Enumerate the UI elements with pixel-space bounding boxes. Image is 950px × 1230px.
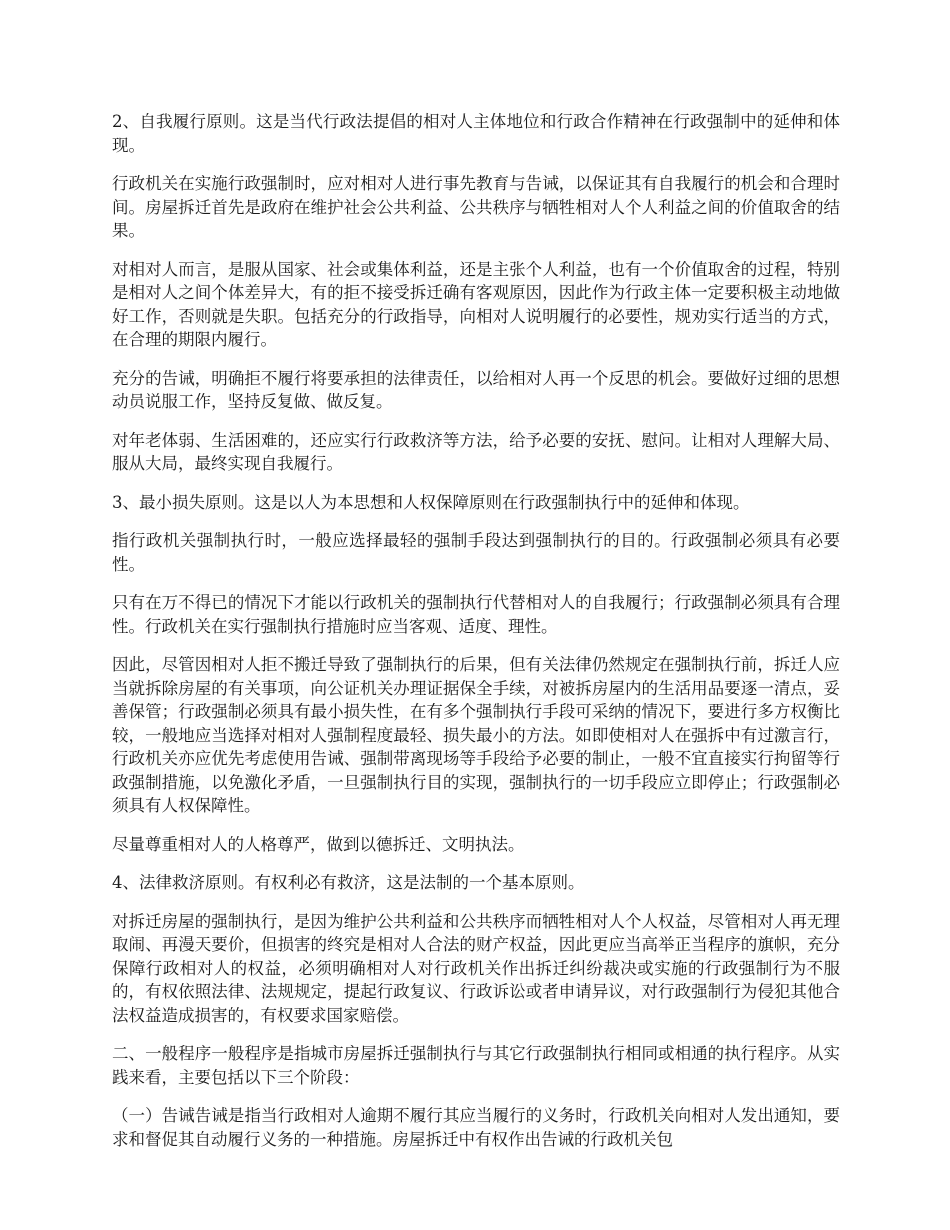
paragraph-full-warning: 充分的告诫，明确拒不履行将要承担的法律责任，以给相对人再一个反思的机会。要做好过细的思想动员说服工作，坚持反复做、做反复。: [112, 368, 840, 411]
paragraph-due-process: 对拆迁房屋的强制执行，是因为维护公共利益和公共秩序而牺牲相对人个人权益，尽管相对人再无理取闹、再漫天要价，但损害的终究是相对人合法的财产权益，因此更应当高举正当程序的旗帜，充分保障行政相对人的权益，必须明确相对人对行政机关作出拆迁纠纷裁决或实施的行政强制行为不服的，有权依照法律、法规规定，提起行政复议、行政诉讼或者申请异议，对行政强制行为侵犯其他合法权益造成损害的，有权要求国家赔偿。: [112, 911, 840, 1025]
paragraph-minimum-loss-principle: 3、最小损失原则。这是以人为本思想和人权保障原则在行政强制执行中的延伸和体现。: [112, 492, 750, 512]
document-body: [112, 110, 840, 1166]
paragraph-prior-education: 行政机关在实施行政强制时，应对相对人进行事先教育与告诫，以保证其有自我履行的机会和合理时间。房屋拆迁首先是政府在维护社会公共利益、公共秩序与牺牲相对人个人利益之间的价值取舍的结果。: [112, 174, 840, 240]
paragraph-administrative-relief: 对年老体弱、生活困难的，还应实行行政救济等方法，给予必要的安抚、慰问。让相对人理解大局、服从大局，最终实现自我履行。: [112, 430, 840, 473]
paragraph-self-performance-principle: 2、自我履行原则。这是当代行政法提倡的相对人主体地位和行政合作精神在行政强制中的延伸和体现。: [112, 112, 840, 155]
paragraph-value-tradeoff: 对相对人而言，是服从国家、社会或集体利益，还是主张个人利益，也有一个价值取舍的过程，特别是相对人之间个体差异大，有的拒不接受拆迁确有客观原因，因此作为行政主体一定要积极主动地做好工作，否则就是失职。包括充分的行政指导，向相对人说明履行的必要性，规劝实行适当的方式，在合理的期限内履行。: [112, 259, 840, 349]
paragraph-necessity: 指行政机关强制执行时，一般应选择最轻的强制手段达到强制执行的目的。行政强制必须具有必要性。: [112, 531, 840, 574]
paragraph-reasonableness: 只有在万不得已的情况下才能以行政机关的强制执行代替相对人的自我履行；行政强制必须具有合理性。行政机关在实行强制执行措施时应当客观、适度、理性。: [112, 593, 840, 636]
paragraph-general-procedure: 二、一般程序一般程序是指城市房屋拆迁强制执行与其它行政强制执行相同或相通的执行程序。从实践来看，主要包括以下三个阶段：: [112, 1044, 840, 1087]
paragraph-legal-relief-principle: 4、法律救济原则。有权利必有救济，这是法制的一个基本原则。: [112, 873, 585, 892]
paragraph-evidence-preservation: 因此，尽管因相对人拒不搬迁导致了强制执行的后果，但有关法律仍然规定在强制执行前，拆迁人应当就拆除房屋的有关事项，向公证机关办理证据保全手续，对被拆房屋内的生活用品要逐一清点，妥善保管；行政强制必须具有最小损失性，在有多个强制执行手段可采纳的情况下，要进行多方权衡比较，一般地应当选择对相对人强制程度最轻、损失最小的方法。如即使相对人在强拆中有过激言行，行政机关亦应优先考虑使用告诫、强制带离现场等手段给予必要的制止，一般不宜直接实行拘留等行政强制措施，以免激化矛盾，一旦强制执行目的实现，强制执行的一切手段应立即停止；行政强制必须具有人权保障性。: [112, 655, 840, 815]
paragraph-personal-dignity: 尽量尊重相对人的人格尊严，做到以德拆迁、文明执法。: [112, 834, 525, 854]
paragraph-warning-stage: （一）告诫告诫是指当行政相对人逾期不履行其应当履行的义务时，行政机关向相对人发出通知，要求和督促其自动履行义务的一种措施。房屋拆迁中有权作出告诫的行政机关包: [112, 1106, 840, 1149]
